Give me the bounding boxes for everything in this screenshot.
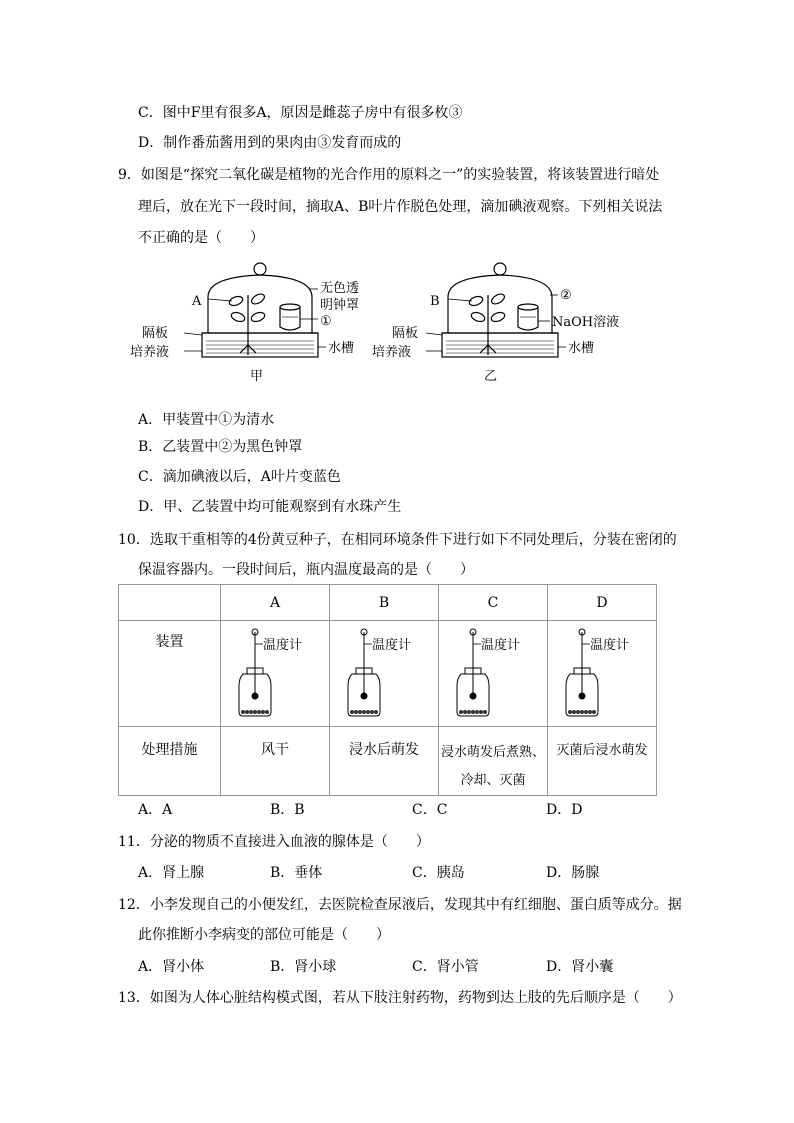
- label-leaf-b: B: [430, 294, 440, 309]
- q10-device-d: [548, 621, 657, 727]
- label-bell-jia-1: 无色透: [320, 281, 360, 296]
- q9-option-d: D．甲、乙装置中均可能观察到有水珠产生: [138, 499, 402, 515]
- q10-header-empty: [119, 585, 221, 621]
- q9-option-a: A．甲装置中①为清水: [138, 412, 275, 428]
- q10-treatment-d: 灭菌后浸水萌发: [548, 727, 657, 796]
- q9-option-c: C．滴加碘液以后，A叶片变蓝色: [138, 469, 341, 485]
- caption-jia: 甲: [250, 369, 264, 384]
- q11-option-a: A．肾上腺: [138, 865, 205, 881]
- apparatus-jia: [184, 263, 326, 357]
- label-bell-jia-2: 明钟罩: [320, 298, 360, 313]
- label-cup-jia: ①: [320, 314, 332, 329]
- label-leaf-a: A: [192, 294, 202, 309]
- label-board-jia: 隔板: [142, 326, 169, 341]
- q12-option-b: B．肾小球: [270, 959, 337, 975]
- thermos-a: [225, 624, 325, 720]
- q9-figure: [130, 255, 640, 390]
- thermo-label-b: 温度计: [372, 637, 412, 653]
- q10-device-row: [119, 621, 657, 727]
- label-medium-yi: 培养液: [372, 345, 412, 360]
- q10-header-b: B: [330, 585, 439, 621]
- q10-treatment-c-line1: 浸水萌发后煮熟、: [440, 745, 545, 760]
- q10-device-b: [330, 621, 439, 727]
- apparatus-yi: [426, 263, 566, 357]
- q9-stem-line2: 理后，放在光下一段时间，摘取A、B叶片作脱色处理，滴加碘液观察。下列相关说法: [138, 199, 663, 215]
- thermo-label-d: 温度计: [590, 637, 630, 653]
- q12-option-a: A．肾小体: [138, 959, 205, 975]
- q10-option-b: B．B: [270, 802, 305, 818]
- q8-option-d: D．制作番茄酱用到的果肉由③发育而成的: [138, 135, 402, 151]
- thermos-d: [552, 624, 652, 720]
- thermos-c: [443, 624, 543, 720]
- bell-knob-jia: [254, 263, 266, 275]
- q10-treatment-b: 浸水后萌发: [330, 727, 439, 796]
- q10-device-c: [439, 621, 548, 727]
- q10-treatment-a: 风干: [221, 727, 330, 796]
- q12-stem-line1: 12．小李发现自己的小便发红，去医院检查尿液后，发现其中有红细胞、蛋白质等成分。据: [118, 897, 682, 913]
- label-medium-jia: 培养液: [130, 345, 170, 360]
- q10-header-c: C: [439, 585, 548, 621]
- caption-yi: 乙: [484, 369, 498, 384]
- q11-stem: 11．分泌的物质不直接进入血液的腺体是（ ）: [118, 834, 430, 850]
- q12-option-c: C．肾小管: [412, 959, 479, 975]
- q12-option-d: D．肾小囊: [546, 959, 614, 975]
- q10-table: [118, 584, 657, 796]
- q9-option-b: B．乙装置中②为黑色钟罩: [138, 439, 303, 455]
- q10-option-a: A．A: [138, 802, 173, 818]
- q10-header-d: D: [548, 585, 657, 621]
- q9-stem-line3: 不正确的是（ ）: [138, 230, 264, 246]
- label-tank-yi: 水槽: [568, 341, 595, 356]
- q10-treatment-label: 处理措施: [119, 727, 221, 796]
- q10-treatment-c: [439, 727, 548, 796]
- q11-option-c: C．胰岛: [412, 865, 465, 881]
- bell-knob-yi: [494, 263, 506, 275]
- q10-treatment-c-line2: 冷却、灭菌: [460, 773, 526, 788]
- label-cup-yi: NaOH溶液: [552, 315, 620, 330]
- q10-option-c: C．C: [412, 802, 448, 818]
- label-bell-yi: ②: [560, 288, 572, 303]
- bell-jar-yi: [448, 275, 552, 333]
- q10-option-d: D．D: [546, 802, 583, 818]
- thermo-label-c: 温度计: [481, 637, 521, 653]
- q9-stem-line1: 9．如图是“探究二氧化碳是植物的光合作用的原料之一”的实验装置，将该装置进行暗处: [118, 167, 660, 183]
- q13-stem: 13．如图为人体心脏结构模式图，若从下肢注射药物，药物到达上肢的先后顺序是（ ）: [118, 990, 682, 1006]
- q10-stem-line2: 保温容器内。一段时间后，瓶内温度最高的是（ ）: [138, 562, 474, 578]
- q10-treatment-row: [119, 727, 657, 796]
- q10-header-a: A: [221, 585, 330, 621]
- q12-stem-line2: 此你推断小李病变的部位可能是（ ）: [138, 927, 390, 943]
- q11-option-d: D．肠腺: [546, 865, 600, 881]
- q10-stem-line1: 10．选取干重相等的4份黄豆种子，在相同环境条件下进行如下不同处理后，分装在密闭的: [118, 532, 677, 548]
- q10-header-row: [119, 585, 657, 621]
- q8-option-c: C．图中F里有很多A，原因是雌蕊子房中有很多枚③: [138, 105, 463, 121]
- label-board-yi: 隔板: [392, 326, 419, 341]
- q10-device-a: [221, 621, 330, 727]
- q11-option-b: B．垂体: [270, 865, 323, 881]
- q10-device-label: 装置: [119, 621, 221, 727]
- thermo-label-a: 温度计: [263, 637, 303, 653]
- thermos-b: [334, 624, 434, 720]
- label-tank-jia: 水槽: [328, 341, 355, 356]
